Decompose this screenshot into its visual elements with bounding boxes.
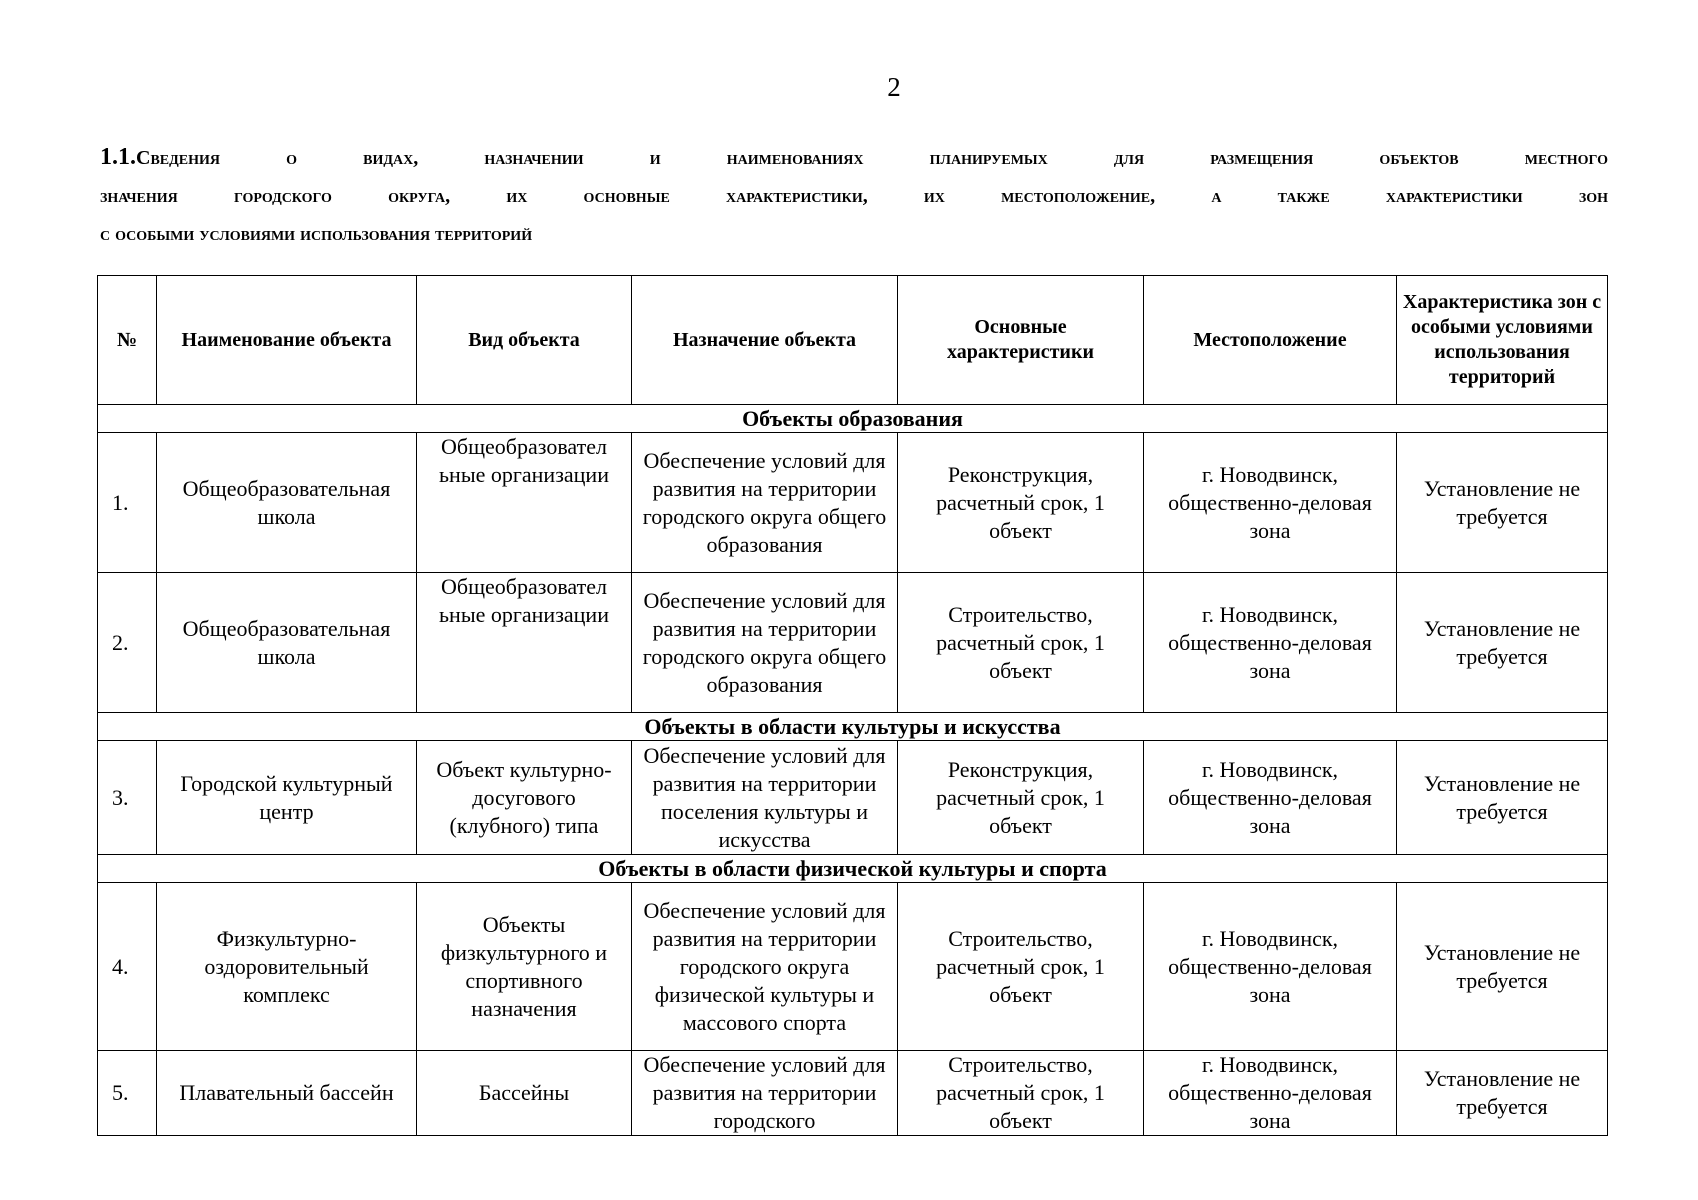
cell-location: г. Новодвинск, общественно-деловая зона — [1144, 883, 1397, 1051]
section-heading — [100, 138, 1608, 253]
heading-line-1-text: Сведения о видах, назначении и наименованиях планируемых для размещения объектов местного — [136, 147, 1608, 169]
cell-num: 4. — [98, 883, 157, 1051]
cell-purpose: Обеспечение условий для развития на территории городского округа общего образования — [632, 573, 898, 713]
table-row — [98, 573, 1608, 713]
header-name: Наименование объекта — [157, 276, 417, 405]
cell-characteristics: Реконструкция, расчетный срок, 1 объект — [898, 433, 1144, 573]
cell-name: Плавательный бассейн — [157, 1051, 417, 1136]
section-row — [98, 855, 1608, 883]
cell-zones: Установление не требуется — [1397, 433, 1608, 573]
cell-name: Физкультурно-оздоровительный комплекс — [157, 883, 417, 1051]
cell-type: Объект культурно-досугового (клубного) типа — [417, 741, 632, 855]
table-row — [98, 883, 1608, 1051]
heading-line-2: значения городского округа, их основные характеристики, их местоположение, а также характеристики зон — [100, 185, 1608, 207]
cell-name: Общеобразовательная школа — [157, 433, 417, 573]
cell-zones: Установление не требуется — [1397, 883, 1608, 1051]
cell-num: 5. — [98, 1051, 157, 1136]
header-characteristics: Основные характеристики — [898, 276, 1144, 405]
cell-characteristics: Строительство, расчетный срок, 1 объект — [898, 1051, 1144, 1136]
cell-name: Общеобразовательная школа — [157, 573, 417, 713]
section-row — [98, 405, 1608, 433]
cell-zones: Установление не требуется — [1397, 1051, 1608, 1136]
cell-num: 3. — [98, 741, 157, 855]
page-number: 2 — [887, 72, 901, 102]
header-num: № — [98, 276, 157, 405]
table-row — [98, 1051, 1608, 1136]
table-header-row — [98, 276, 1608, 405]
section-title: Объекты в области физической культуры и спорта — [98, 855, 1608, 883]
heading-number: 1.1. — [100, 144, 136, 170]
cell-num: 2. — [98, 573, 157, 713]
cell-purpose: Обеспечение условий для развития на территории городского округа общего образования — [632, 433, 898, 573]
cell-characteristics: Реконструкция, расчетный срок, 1 объект — [898, 741, 1144, 855]
cell-name: Городской культурный центр — [157, 741, 417, 855]
cell-purpose: Обеспечение условий для развития на территории городского — [632, 1051, 898, 1136]
cell-type: Общеобразовател ьные организации — [417, 573, 632, 713]
cell-characteristics: Строительство, расчетный срок, 1 объект — [898, 573, 1144, 713]
section-title: Объекты образования — [98, 405, 1608, 433]
table-row — [98, 433, 1608, 573]
cell-location: г. Новодвинск, общественно-деловая зона — [1144, 573, 1397, 713]
cell-type: Объекты физкультурного и спортивного назначения — [417, 883, 632, 1051]
heading-line-1 — [100, 138, 1608, 177]
section-row — [98, 713, 1608, 741]
section-title: Объекты в области культуры и искусства — [98, 713, 1608, 741]
header-location: Местоположение — [1144, 276, 1397, 405]
header-zones: Характеристика зон с особыми условиями использования территорий — [1397, 276, 1608, 405]
cell-characteristics: Строительство, расчетный срок, 1 объект — [898, 883, 1144, 1051]
header-purpose: Назначение объекта — [632, 276, 898, 405]
cell-num: 1. — [98, 433, 157, 573]
cell-type: Общеобразовател ьные организации — [417, 433, 632, 573]
cell-zones: Установление не требуется — [1397, 741, 1608, 855]
cell-location: г. Новодвинск, общественно-деловая зона — [1144, 1051, 1397, 1136]
header-type: Вид объекта — [417, 276, 632, 405]
cell-zones: Установление не требуется — [1397, 573, 1608, 713]
cell-location: г. Новодвинск, общественно-деловая зона — [1144, 433, 1397, 573]
objects-table — [97, 275, 1608, 1136]
table-row — [98, 741, 1608, 855]
cell-purpose: Обеспечение условий для развития на территории городского округа физической культуры и массового спорта — [632, 883, 898, 1051]
cell-location: г. Новодвинск, общественно-деловая зона — [1144, 741, 1397, 855]
cell-type: Бассейны — [417, 1051, 632, 1136]
heading-line-3: с особыми условиями использования территорий — [100, 223, 533, 245]
cell-purpose: Обеспечение условий для развития на территории поселения культуры и искусства — [632, 741, 898, 855]
